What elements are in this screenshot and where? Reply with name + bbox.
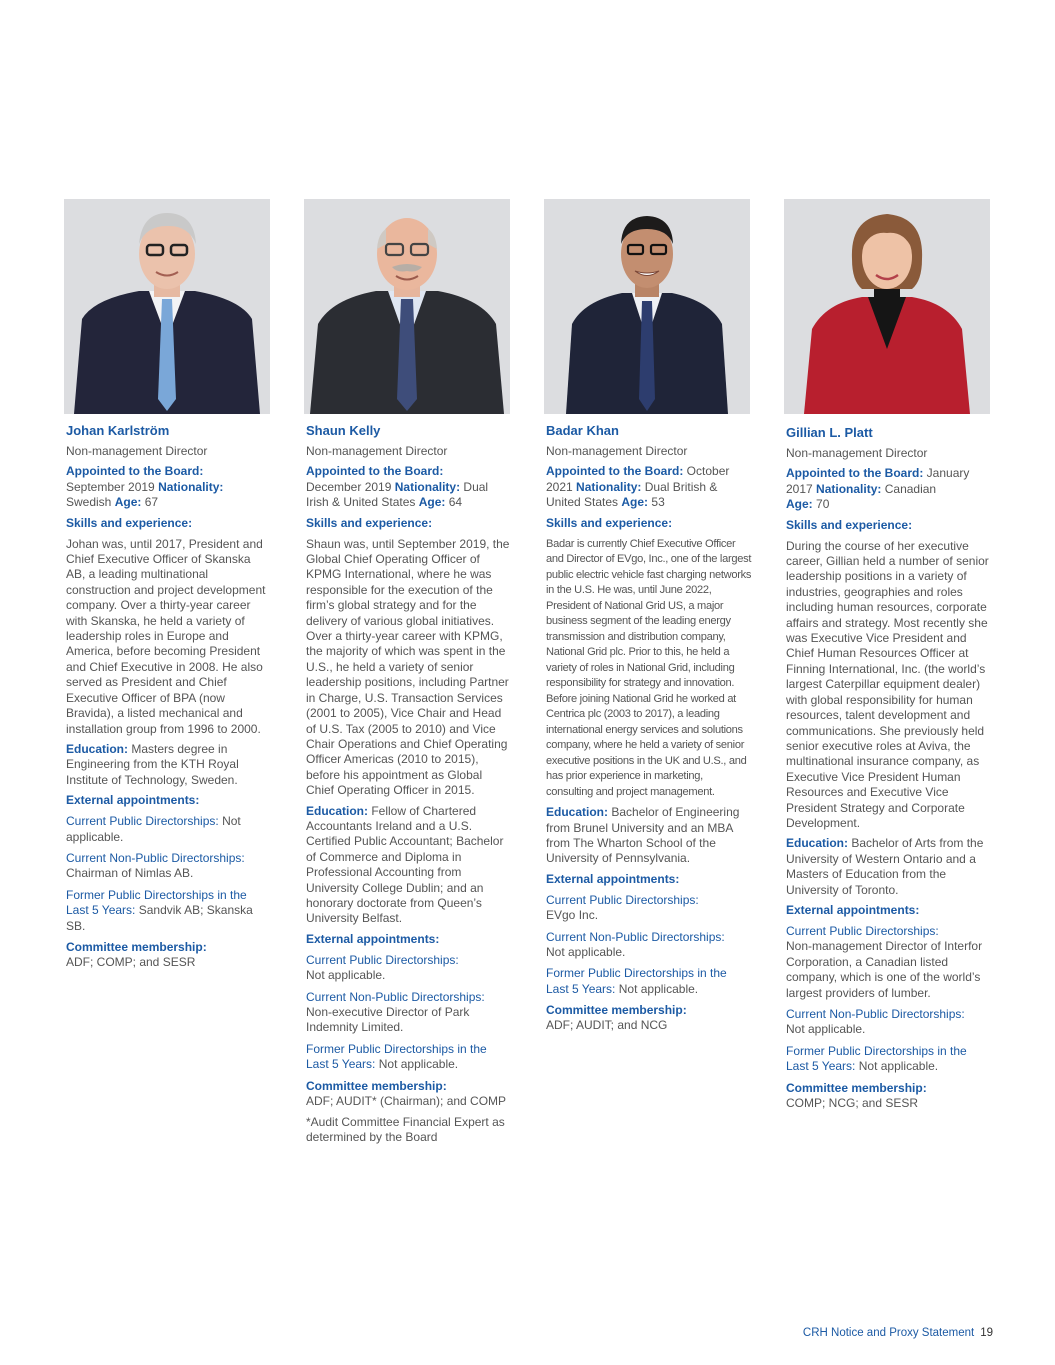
director-name: Shaun Kelly: [306, 423, 381, 438]
director-johan-karlstrom: [64, 199, 272, 975]
skills-heading: Skills and experience:: [66, 515, 193, 530]
director-name: Johan Karlström: [66, 423, 170, 438]
director-photo: [544, 199, 750, 414]
skills-text: Johan was, until 2017, President and Chief Executive Officer of Skanska AB, a leading multinational construction and project development company. Over a thirty-year career with Skanska, he held a variety of leadership roles in Europe and America, before becoming President and Chief Executive in 2008. He also served as President and Chief Executive Officer of BPA (now Bravida), a listed mechanical and installation group from 1996 to 2000.: [66, 536, 266, 736]
director-role: Non-management Director: [306, 444, 448, 458]
education: Education: Bachelor of Engineering from Brunel University and an MBA from The Wharton School of the University of Pennsylvania.: [546, 805, 740, 866]
skills-text: Shaun was, until September 2019, the Global Chief Operating Officer of KPMG International, where he was responsible for the execution of the firm’s global strategy and for the delivery of various global initiatives. Over a thirty-year career with KPMG, the majority of which was spent in the U.S., he held a variety of senior leadership positions, including Partner in Charge, U.S. Transaction Services (2001 to 2005), Vice Chair and Head of U.S. Tax (2005 to 2010) and Vice Chair Operations and Chief Operating Officer Americas (2010 to 2015), before his appointment as Global Chief Operating Officer in 2015.: [306, 536, 510, 798]
current-nonpublic: Current Non-Public Directorships: Not applicable.: [786, 1007, 965, 1037]
director-gillian-platt: [784, 199, 992, 1116]
committee-heading: Committee membership:: [786, 1080, 927, 1095]
former-public: Former Public Directorships in the Last 5 Years: Sandvik AB; Skanska SB.: [66, 887, 253, 933]
current-nonpublic: Current Non-Public Directorships: Not applicable.: [546, 929, 725, 959]
director-appointment-info: Appointed to the Board: October 2021 Nationality: Dual British & United States Age: 53: [546, 464, 730, 510]
director-appointment-info: Appointed to the Board: September 2019 Nationality: Swedish Age: 67: [66, 464, 224, 510]
director-role: Non-management Director: [786, 446, 928, 460]
director-role: Non-management Director: [66, 444, 208, 458]
committee-heading: Committee membership:: [546, 1003, 687, 1018]
director-photo: [64, 199, 270, 414]
director-appointment-info: Appointed to the Board: December 2019 Nationality: Dual Irish & United States Age: 64: [306, 464, 489, 510]
director-photo: [304, 199, 510, 414]
external-heading: External appointments:: [66, 793, 200, 808]
director-appointment-info: Appointed to the Board: January 2017 Nationality: Canadian Age: 70: [786, 466, 970, 512]
footer-title: CRH Notice and Proxy Statement: [802, 1327, 975, 1339]
committee-text: ADF; COMP; and SESR: [66, 954, 196, 969]
director-photo: [784, 199, 990, 414]
director-name: Badar Khan: [546, 423, 619, 438]
current-nonpublic: Current Non-Public Directorships: Chairman of Nimlas AB.: [66, 850, 245, 881]
external-heading: External appointments:: [546, 871, 680, 886]
current-public: Current Public Directorships: Not applicable.: [306, 952, 459, 983]
former-public: Former Public Directorships in the Last 5 Years: Not applicable.: [546, 966, 727, 996]
skills-heading: Skills and experience:: [786, 517, 913, 532]
skills-heading: Skills and experience:: [306, 515, 433, 530]
education: Education: Masters degree in Engineering from the KTH Royal Institute of Technology, Sweden.: [66, 741, 239, 787]
current-public: Current Public Directorships: Not applicable.: [66, 814, 241, 844]
former-public: Former Public Directorships in the Last 5 Years: Not applicable.: [786, 1043, 967, 1074]
education: Education: Fellow of Chartered Accountants Ireland and a U.S. Certified Public Accountant; Bachelor of Commerce and Diploma in Professional Accounting from University College Dublin; and an honorary doctorate from Queen’s University Belfast.: [306, 803, 504, 926]
current-public: Current Public Directorships: Non-management Director of Interfor Corporation, a Canadian listed company, which is one of the world’s largest providers of lumber.: [786, 923, 983, 1000]
external-heading: External appointments:: [786, 902, 920, 917]
skills-heading: Skills and experience:: [546, 515, 673, 530]
skills-text: Badar is currently Chief Executive Officer and Director of EVgo, Inc., one of the largest public electric vehicle fast charging networks in the U.S. He was, until June 2022, President of National Grid US, a major business segment of the leading energy transmission and distribution company, National Grid plc. Prior to this, he held a variety of roles in National Grid, including responsibility for strategy and innovation. Before joining National Grid he worked at Centrica plc (2003 to 2017), a leading international energy services and solutions company, where he held a variety of senior executive positions in the UK and U.S., and has prior experience in marketing, consulting and project management.: [546, 537, 752, 798]
skills-text: During the course of her executive career, Gillian held a number of senior leadership positions in a variety of industries, geographies and roles including human resources, corporate affairs and strategy. Most recently she was Executive Vice President and Chief Human Resources Officer at Finning International, Inc. (the world’s largest Caterpillar equipment dealer) with global responsibility for human resources, talent development and communications. She previously held senior executive roles at Aviva, the multinational insurance company, as Executive Vice President Human Resources and Executive Vice President Strategy and Corporate Development.: [786, 538, 989, 830]
director-shaun-kelly: [304, 199, 512, 1151]
education: Education: Bachelor of Arts from the University of Western Ontario and a Masters of Education from the University of Toronto.: [786, 836, 984, 897]
external-heading: External appointments:: [306, 931, 440, 946]
committee-text: ADF; AUDIT; and NCG: [546, 1018, 668, 1033]
audit-expert-note: *Audit Committee Financial Expert as determined by the Board: [306, 1115, 505, 1145]
director-badar-khan: [544, 199, 752, 1039]
page-footer: [803, 1327, 993, 1339]
committee-heading: Committee membership:: [306, 1078, 447, 1093]
page-number: 19: [980, 1327, 993, 1339]
current-nonpublic: Current Non-Public Directorships: Non-executive Director of Park Indemnity Limited.: [306, 989, 485, 1035]
committee-text: COMP; NCG; and SESR: [786, 1095, 919, 1110]
former-public: Former Public Directorships in the Last 5 Years: Not applicable.: [306, 1041, 487, 1072]
committee-text: ADF; AUDIT* (Chairman); and COMP: [306, 1093, 507, 1108]
committee-heading: Committee membership:: [66, 939, 207, 954]
director-role: Non-management Director: [546, 444, 688, 458]
director-name: Gillian L. Platt: [786, 425, 873, 440]
current-public: Current Public Directorships: EVgo Inc.: [546, 892, 699, 923]
